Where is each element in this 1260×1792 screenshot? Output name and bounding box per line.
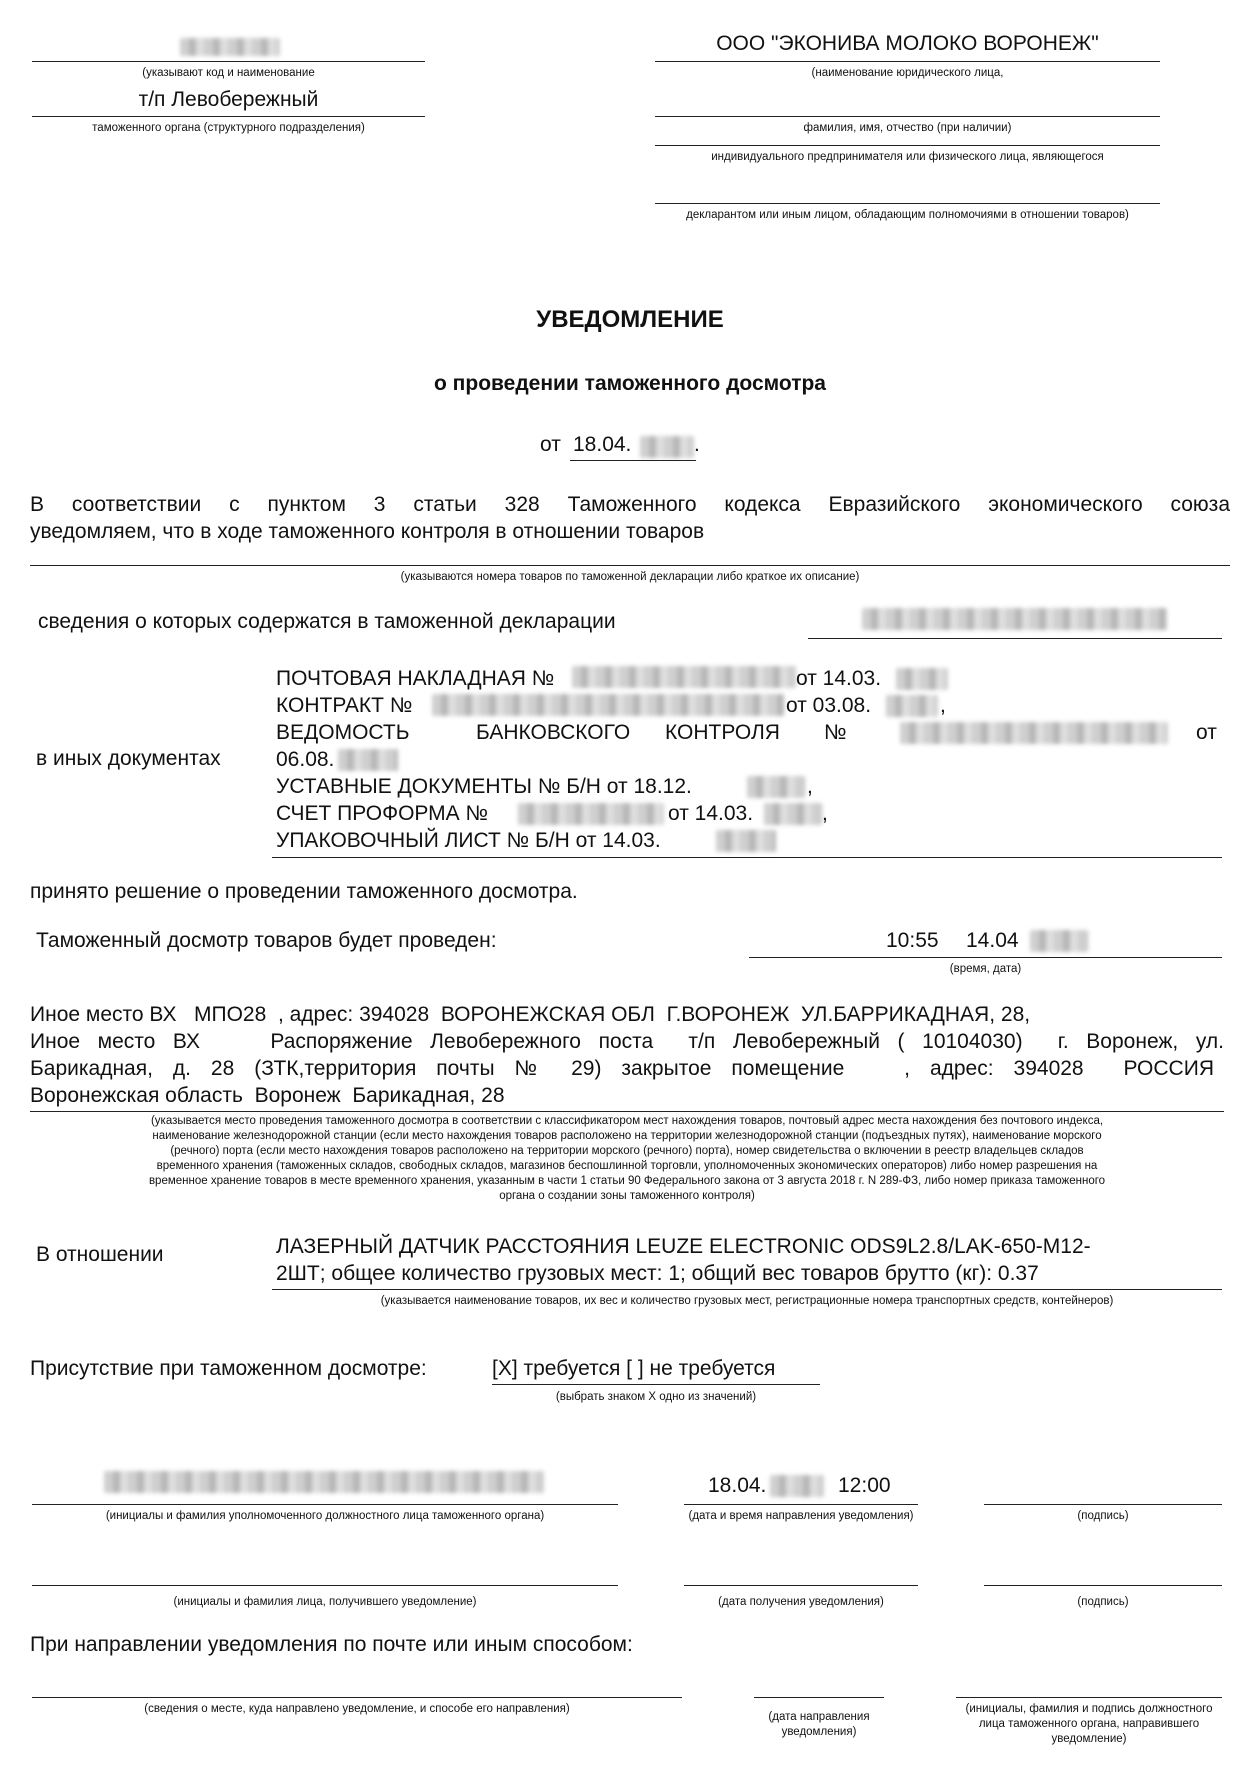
redacted-contract-year <box>886 695 938 717</box>
place-caption-1: (указывается место проведения таможенного досмотра в соответствии с классификатором мест нахождения товаров, почтовый адрес места нахождения без почтового индекса, <box>150 1115 1104 1127</box>
inspection-date: 14.04 <box>966 929 1019 952</box>
redacted-proforma-number <box>518 803 664 825</box>
mail-official-caption: (инициалы, фамилия и подпись должностного лица таможенного органа, направившего уведомление) <box>965 1703 1213 1745</box>
redacted-waybill-year <box>896 668 948 690</box>
presence-label: Присутствие при таможенном досмотре: <box>30 1357 427 1380</box>
other-documents-line <box>272 857 1222 858</box>
goods-numbers-caption: (указываются номера товаров по таможенной декларации либо краткое их описание) <box>400 571 860 583</box>
presence-options: [X] требуется [ ] не требуется <box>492 1357 776 1380</box>
customs-post-line <box>32 116 425 117</box>
place-line-2: Иное место ВХ Распоряжение Левобережного поста т/п Левобережный ( 10104030) г. Воронеж, ул. <box>30 1030 1224 1053</box>
declaration-line <box>808 638 1222 639</box>
document-title: УВЕДОМЛЕНИЕ <box>536 306 724 333</box>
doc-bank-control-6: от <box>1196 721 1217 744</box>
entity-caption-3: индивидуального предпринимателя или физического лица, являющегося <box>711 151 1104 163</box>
inspection-label: Таможенный досмотр товаров будет проведен: <box>36 929 497 952</box>
place-line-3: Барикадная, д. 28 (ЗТК,территория почты № 29) закрытое помещение , адрес: 394028 РОССИЯ <box>30 1057 1214 1080</box>
received-date-caption: (дата получения уведомления) <box>718 1596 884 1608</box>
redacted-official-name <box>104 1471 544 1493</box>
doc-bank-control-2: БАНКОВСКОГО <box>476 721 631 744</box>
entity-line-4 <box>655 203 1160 204</box>
notice-date-period: . <box>694 433 700 456</box>
decision-text: принято решение о проведении таможенного досмотра. <box>30 880 578 903</box>
redacted-packing-year <box>716 830 776 852</box>
redacted-waybill-number <box>572 666 796 688</box>
doc-bank-control-1: ВЕДОМОСТЬ <box>276 721 410 744</box>
regarding-label: В отношении <box>36 1243 164 1266</box>
other-documents-label: в иных документах <box>36 747 221 770</box>
official-name-caption: (инициалы и фамилия уполномоченного должностного лица таможенного органа) <box>105 1510 545 1522</box>
place-caption-3: (речного) порта (если место нахождения товаров расположено на территории морского (речного) порта), номер свидетельства о включении в реестр владельцев складов <box>170 1145 1084 1157</box>
signature-caption-2: (подпись) <box>1077 1596 1129 1608</box>
signature-line-1 <box>984 1504 1222 1505</box>
place-caption-5: временное хранение товаров в месте временного хранения, указанным в части 1 статьи 90 Федерального закона от 3 августа 2018 г. N 289-ФЗ, либо номер приказа таможенного <box>148 1175 1106 1187</box>
customs-code-line <box>32 61 425 62</box>
redacted-customs-code <box>180 38 280 56</box>
sent-date-caption: (дата и время направления уведомления) <box>688 1510 914 1522</box>
entity-line-3 <box>655 145 1160 146</box>
time-date-caption: (время, дата) <box>949 963 1022 975</box>
receiver-caption: (инициалы и фамилия лица, получившего уведомление) <box>173 1596 477 1608</box>
mail-date-line <box>754 1697 884 1698</box>
entity-line-2 <box>655 116 1160 117</box>
goods-line-1: ЛАЗЕРНЫЙ ДАТЧИК РАССТОЯНИЯ LEUZE ELECTRONIC ODS9L2.8/LAK-650-M12- <box>276 1235 1091 1258</box>
place-caption-6: органа о создании зоны таможенного контроля) <box>499 1190 755 1202</box>
place-caption-2: наименование железнодорожной станции (если место нахождения товаров расположено на территории железнодорожной станции (подъездных путях), наименование морского <box>152 1130 1102 1142</box>
doc-postal-waybill: ПОЧТОВАЯ НАКЛАДНАЯ № <box>276 667 555 690</box>
redacted-proforma-year <box>764 803 822 825</box>
redacted-contract-number <box>432 694 784 716</box>
sent-date: 18.04. <box>708 1474 767 1497</box>
doc-bank-control-4: № <box>824 721 847 744</box>
goods-line <box>272 1289 1222 1290</box>
official-name-line <box>32 1504 618 1505</box>
intro-line-2: уведомляем, что в ходе таможенного контроля в отношении товаров <box>30 520 705 543</box>
mail-place-line <box>32 1697 682 1698</box>
redacted-year <box>640 436 694 458</box>
inspection-line <box>749 957 1222 958</box>
doc-bank-control-3: КОНТРОЛЯ <box>665 721 780 744</box>
redacted-bank-control-number <box>900 722 1168 744</box>
inspection-time: 10:55 <box>886 929 939 952</box>
place-line-1: Иное место ВХ МПО28 , адрес: 394028 ВОРОНЕЖСКАЯ ОБЛ Г.ВОРОНЕЖ УЛ.БАРРИКАДНАЯ, 28, <box>30 1003 1031 1026</box>
presence-line <box>492 1384 820 1385</box>
doc-packing-list: УПАКОВОЧНЫЙ ЛИСТ № Б/Н от 14.03. <box>276 829 661 852</box>
notice-date: 18.04. <box>573 433 632 456</box>
signature-line-2 <box>984 1585 1222 1586</box>
declaration-label: сведения о которых содержатся в таможенной декларации <box>38 610 616 633</box>
doc-charter-comma: , <box>807 775 813 798</box>
doc-postal-waybill-date: от 14.03. <box>796 667 882 690</box>
redacted-bank-control-year <box>338 749 398 771</box>
goods-numbers-line <box>30 565 1230 566</box>
place-line-4: Воронежская область Воронеж Барикадная, 28 <box>30 1084 505 1107</box>
signature-caption-1: (подпись) <box>1077 1510 1129 1522</box>
entity-caption-4: декларантом или иным лицом, обладающим полномочиями в отношении товаров) <box>686 209 1129 221</box>
redacted-sent-year <box>770 1475 824 1497</box>
doc-proforma-comma: , <box>822 802 828 825</box>
sent-date-line <box>684 1504 918 1505</box>
mail-label: При направлении уведомления по почте или иным способом: <box>30 1633 633 1656</box>
doc-contract: КОНТРАКТ № <box>276 694 413 717</box>
doc-bank-control-date: 06.08. <box>276 748 335 771</box>
redacted-inspection-year <box>1030 930 1088 952</box>
goods-line-2: 2ШТ; общее количество грузовых мест: 1; общий вес товаров брутто (кг): 0.37 <box>276 1262 1039 1285</box>
goods-caption: (указывается наименование товаров, их вес и количество грузовых мест, регистрационные номера транспортных средств, контейнеров) <box>380 1295 1114 1307</box>
doc-proforma: СЧЕТ ПРОФОРМА № <box>276 802 489 825</box>
intro-line-1: В соответствии с пунктом 3 статьи 328 Таможенного кодекса Евразийского экономического союза <box>30 493 1230 516</box>
customs-post-value: т/п Левобережный <box>138 88 319 111</box>
receiver-line <box>32 1585 618 1586</box>
customs-post-caption: таможенного органа (структурного подразделения) <box>92 122 365 134</box>
date-prefix: от <box>540 433 561 456</box>
place-caption-4: временного хранения (таможенных складов, свободных складов, магазинов беспошлинной торговли, уполномоченных экономических операторов) либо номер разрешения на <box>156 1160 1098 1172</box>
received-date-line <box>684 1585 918 1586</box>
redacted-charter-year <box>747 776 805 798</box>
doc-proforma-date: от 14.03. <box>668 802 754 825</box>
notice-date-line <box>570 460 696 461</box>
sent-time: 12:00 <box>838 1474 891 1497</box>
doc-contract-comma: , <box>940 694 946 717</box>
mail-official-line <box>956 1697 1222 1698</box>
entity-name-line <box>655 61 1160 62</box>
customs-code-caption: (указывают код и наименование <box>142 67 315 79</box>
entity-caption-2: фамилия, имя, отчество (при наличии) <box>803 122 1012 134</box>
mail-date-caption: (дата направления уведомления) <box>768 1711 870 1738</box>
doc-charter: УСТАВНЫЕ ДОКУМЕНТЫ № Б/Н от 18.12. <box>276 775 692 798</box>
mail-place-caption: (сведения о месте, куда направлено уведомление, и способе его направления) <box>144 1703 570 1715</box>
entity-caption-1: (наименование юридического лица, <box>811 67 1004 79</box>
place-line <box>30 1111 1224 1112</box>
doc-contract-date: от 03.08. <box>786 694 872 717</box>
presence-caption: (выбрать знаком X одно из значений) <box>555 1391 757 1403</box>
document-subtitle: о проведении таможенного досмотра <box>434 372 826 395</box>
entity-name: ООО "ЭКОНИВА МОЛОКО ВОРОНЕЖ" <box>716 32 1099 55</box>
redacted-declaration-number <box>862 608 1167 630</box>
